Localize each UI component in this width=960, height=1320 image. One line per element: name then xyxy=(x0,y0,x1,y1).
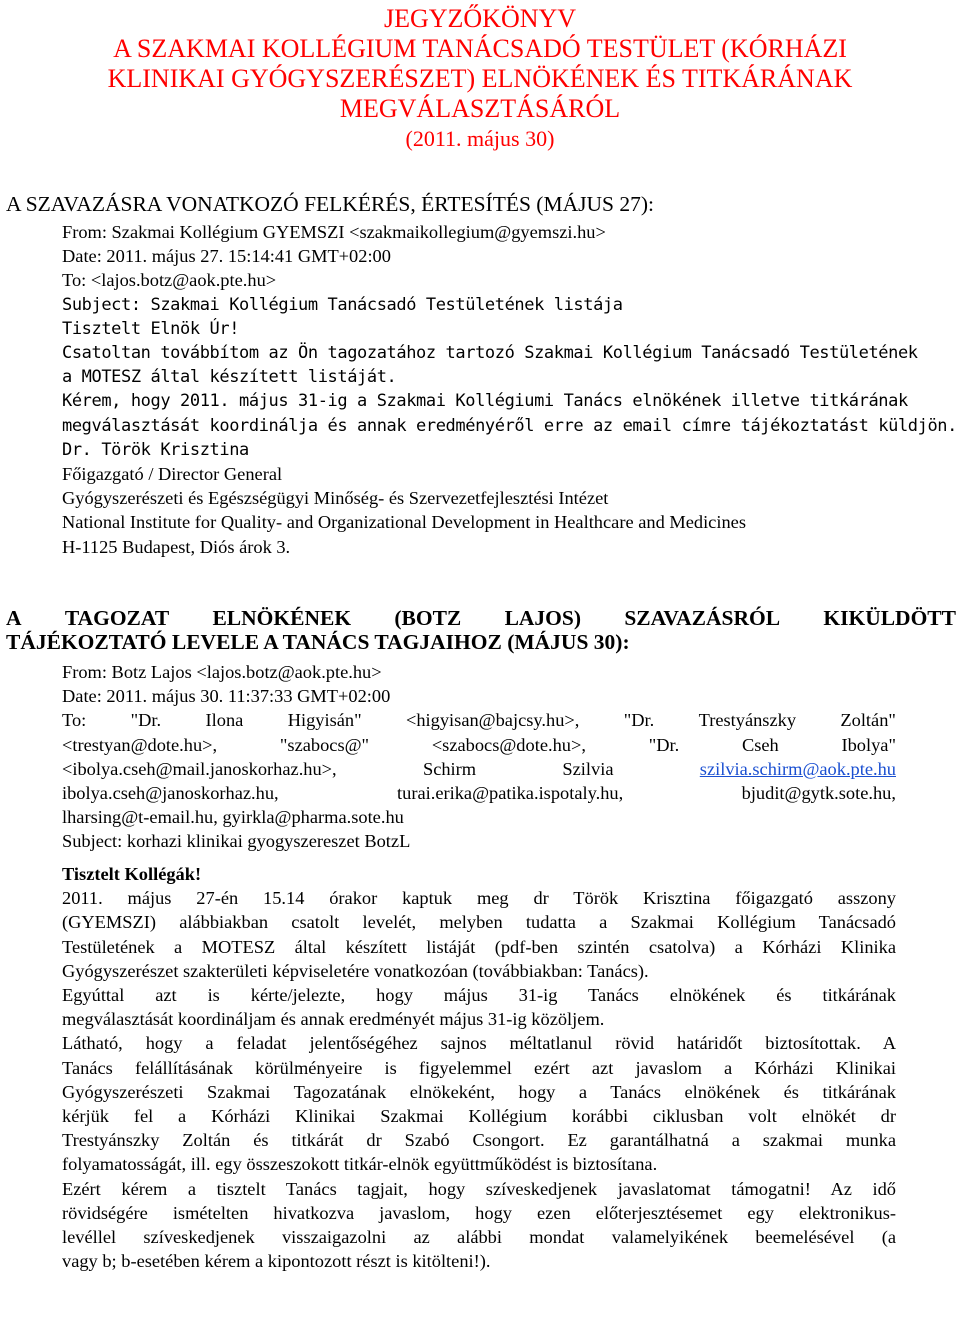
section1-heading: A SZAVAZÁSRA VONATKOZÓ FELKÉRÉS, ÉRTESÍTÉS (MÁJUS 27): xyxy=(6,192,654,216)
email-body-line: Kérem, hogy 2011. május 31-ig a Szakmai Kollégiumi Tanács elnökének illetve titkárának xyxy=(62,391,908,412)
email-to: To: <lajos.botz@aok.pte.hu> xyxy=(62,270,277,291)
letter-greeting: Tisztelt Kollégák! xyxy=(62,864,202,884)
email-to-line: ibolya.cseh@janoskorhaz.hu, turai.erika@patika.ispotaly.hu, bjudit@gytk.sote.hu, xyxy=(62,783,896,804)
email-to-line: <ibolya.cseh@mail.janoskorhaz.hu>, Schirm Szilvia szilvia.schirm@aok.pte.hu xyxy=(62,757,896,781)
letter-line: Egyúttal azt is kérte/jelezte, hogy május 31-ig Tanács elnökének és titkárának xyxy=(62,985,896,1006)
email-body-line: megválasztását koordinálja és annak eredményéről erre az email címre tájékoztatást küldjön. xyxy=(62,415,957,436)
section2-heading-line1 xyxy=(6,606,956,630)
letter-line: vagy b; b-esetében kérem a kipontozott részt is kitölteni!). xyxy=(62,1251,491,1272)
letter-line: Tanács felállításának körülményeire is figyelemmel ezért azt javaslom a Kórházi Klinikai xyxy=(62,1057,896,1078)
title-line: A SZAKMAI KOLLÉGIUM TANÁCSADÓ TESTÜLET (KÓRHÁZI xyxy=(113,34,847,63)
email-body-line: a MOTESZ által készített listáját. xyxy=(62,367,397,388)
heading-word: KIKÜLDÖTT xyxy=(823,606,956,630)
letter-line: Gyógyszerészeti Szakmai Tagozatának elnökeként, hogy a Tanács elnökének és titkárának xyxy=(62,1081,896,1102)
letter-line: Trestyánszky Zoltán és titkárát dr Szabó Csongort. Ez garantálhatná a szakmai munka xyxy=(62,1130,896,1151)
letter-line: folyamatosságát, ill. egy összeszokott titkár-elnök együttműködést is biztosítana. xyxy=(62,1154,658,1175)
heading-word: SZAVAZÁSRÓL xyxy=(624,606,781,630)
signature-title: Főigazgató / Director General xyxy=(62,464,283,485)
signature-org-en: National Institute for Quality- and Organizational Development in Healthcare and Medicines xyxy=(62,512,746,533)
email-from: From: Szakmai Kollégium GYEMSZI <szakmaikollegium@gyemszi.hu> xyxy=(62,222,606,242)
section2-heading-line2: TÁJÉKOZTATÓ LEVELE A TANÁCS TAGJAIHOZ (MÁJUS 30): xyxy=(6,630,630,654)
email-to-line: <trestyan@dote.hu>, "szabocs@" <szabocs@dote.hu>, "Dr. Cseh Ibolya" xyxy=(62,734,896,755)
section2-heading xyxy=(6,606,956,654)
letter-line: levéllel szíveskedjenek visszaigazolni az alábbi mondat valamelyikének beemelésével (a xyxy=(62,1227,896,1248)
heading-word: TAGOZAT xyxy=(64,606,170,630)
letter-body xyxy=(62,862,896,1273)
email-subject: Subject: Szakmai Kollégium Tanácsadó Testületének listája xyxy=(62,294,623,315)
letter-line: 2011. május 27-én 15.14 órakor kaptuk meg dr Török Krisztina főigazgató asszony xyxy=(62,888,896,909)
email-link[interactable]: szilvia.schirm@aok.pte.hu xyxy=(699,758,896,779)
letter-line: megválasztását koordináljam és annak eredményét május 31-ig közöljem. xyxy=(62,1009,605,1030)
signature-address: H-1125 Budapest, Diós árok 3. xyxy=(62,536,291,557)
email-date: Date: 2011. május 27. 15:14:41 GMT+02:00 xyxy=(62,246,391,267)
email-to-line: lharsing@t-email.hu, gyirkla@pharma.sote.hu xyxy=(62,807,404,828)
section1-email xyxy=(62,220,957,559)
heading-word: ELNÖKÉNEK xyxy=(212,606,352,630)
letter-line: (GYEMSZI) alábbiakban csatolt levelét, melyben tudatta a Szakmai Kollégium Tanácsadó xyxy=(62,912,896,933)
email-to-line: To: "Dr. Ilona Higyisán" <higyisan@bajcsy.hu>, "Dr. Trestyánszky Zoltán" xyxy=(62,710,896,731)
heading-word: LAJOS) xyxy=(504,606,582,630)
signature-name: Dr. Török Krisztina xyxy=(62,439,249,460)
title-line: JEGYZŐKÖNYV xyxy=(383,4,577,33)
signature-org-hu: Gyógyszerészeti és Egészségügyi Minőség- és Szervezetfejlesztési Intézet xyxy=(62,488,609,509)
document-title xyxy=(0,4,960,154)
email-subject: Subject: korhazi klinikai gyogyszereszet BotzL xyxy=(62,831,411,852)
title-line: MEGVÁLASZTÁSÁRÓL xyxy=(339,94,621,123)
section2-email xyxy=(62,660,896,854)
heading-word: A xyxy=(6,606,22,630)
email-body-line: Csatoltan továbbítom az Ön tagozatához tartozó Szakmai Kollégium Tanácsadó Testületének xyxy=(62,343,918,364)
title-line: KLINIKAI GYÓGYSZERÉSZET) ELNÖKÉNEK ÉS TITKÁRÁNAK xyxy=(107,64,853,93)
letter-line: Ezért kérem a tisztelt Tanács tagjait, hogy szíveskedjenek javaslatomat támogatni! Az idő xyxy=(62,1178,896,1199)
email-from: From: Botz Lajos <lajos.botz@aok.pte.hu> xyxy=(62,662,382,682)
letter-line: rövidségére ismételten hivatkozva javaslom, hogy ezen előterjesztésemet egy elektronikus- xyxy=(62,1202,896,1223)
letter-line: kérjük fel a Kórházi Klinikai Szakmai Kollégium korábbi ciklusban volt elnökét dr xyxy=(62,1106,896,1127)
email-date: Date: 2011. május 30. 11:37:33 GMT+02:00 xyxy=(62,686,391,707)
letter-line: Testületének a MOTESZ által készített listáját (pdf-ben szintén csatolva) a Kórházi Klinika xyxy=(62,936,896,957)
letter-line: Látható, hogy a feladat jelentőségéhez sajnos méltatlanul rövid határidőt biztosítottak. A xyxy=(62,1033,896,1054)
heading-word: (BOTZ xyxy=(394,606,462,630)
email-greeting: Tisztelt Elnök Úr! xyxy=(62,318,240,339)
title-line-date: (2011. május 30) xyxy=(405,126,555,151)
letter-line: Gyógyszerészet szakterületi képviseletére vonatkozóan (továbbiakban: Tanács). xyxy=(62,960,649,981)
